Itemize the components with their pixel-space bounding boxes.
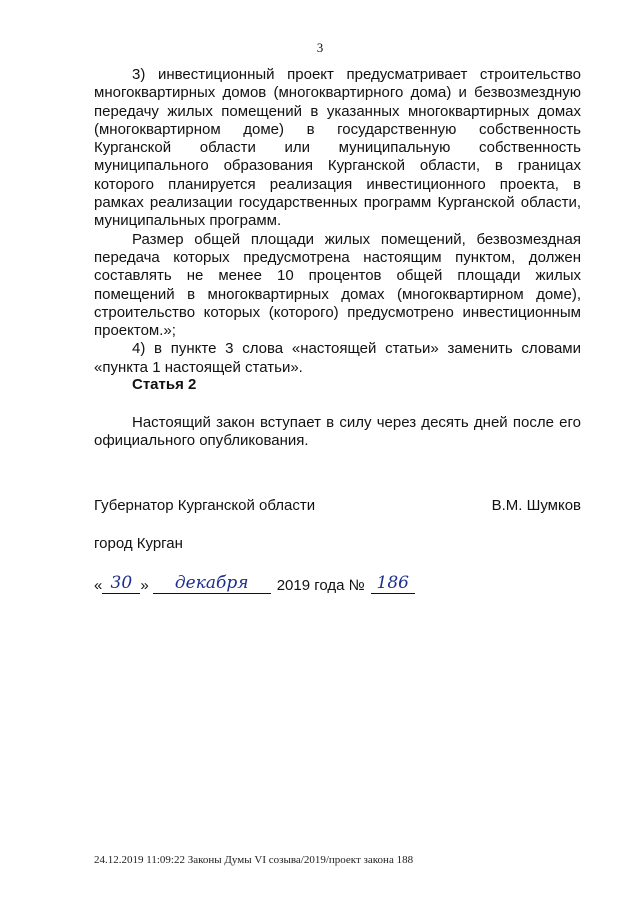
city-name: город Курган: [94, 535, 183, 552]
year-text: 2019 года №: [276, 577, 365, 594]
paragraph-item-4: 4) в пункте 3 слова «настоящей статьи» заменить словами «пункта 1 настоящей статьи».: [94, 340, 581, 376]
page-number: 3: [316, 40, 324, 55]
handwritten-law-number: 186: [371, 573, 415, 594]
article-2-body: [94, 414, 581, 451]
paragraph-item-3: 3) инвестиционный проект предусматривает строительство многоквартирных домов (многоквартирного дома) и безвозмездную передачу жилых помещений в указанных многоквартирных домах (многоквартирном доме) в государственную собственность Курганской области или муниципальную собственность муниципального образования Курганской области, в границах которого планируется реализация инвестиционного проекта, в рамках реализации государственных программ Курганской области, муниципальных программ.: [94, 66, 581, 230]
paragraph-area-requirement: Размер общей площади жилых помещений, безвозмездная передача которых предусмотрена настоящим пунктом, должен составлять не менее 10 процентов общей площади жилых помещений в многоквартирных домах (многоквартирном доме), строительство которых (которого) предусмотрено инвестиционным проектом.»;: [94, 230, 581, 340]
handwritten-month: декабря: [153, 573, 271, 594]
signatory-name: В.М. Шумков: [491, 497, 581, 514]
article-2-text: Настоящий закон вступает в силу через десять дней после его официального опубликования.: [94, 414, 581, 450]
open-quote: «: [94, 577, 103, 594]
amendment-text: [94, 66, 581, 377]
signature-block: [94, 497, 581, 514]
close-quote: »: [140, 577, 149, 594]
document-footer: 24.12.2019 11:09:22 Законы Думы VI созыва/2019/проект закона 188: [94, 854, 414, 866]
signatory-position: Губернатор Курганской области: [94, 497, 316, 514]
article-2-heading: Статья 2: [132, 376, 197, 393]
date-line: [94, 566, 415, 594]
handwritten-day: 30: [102, 573, 140, 594]
